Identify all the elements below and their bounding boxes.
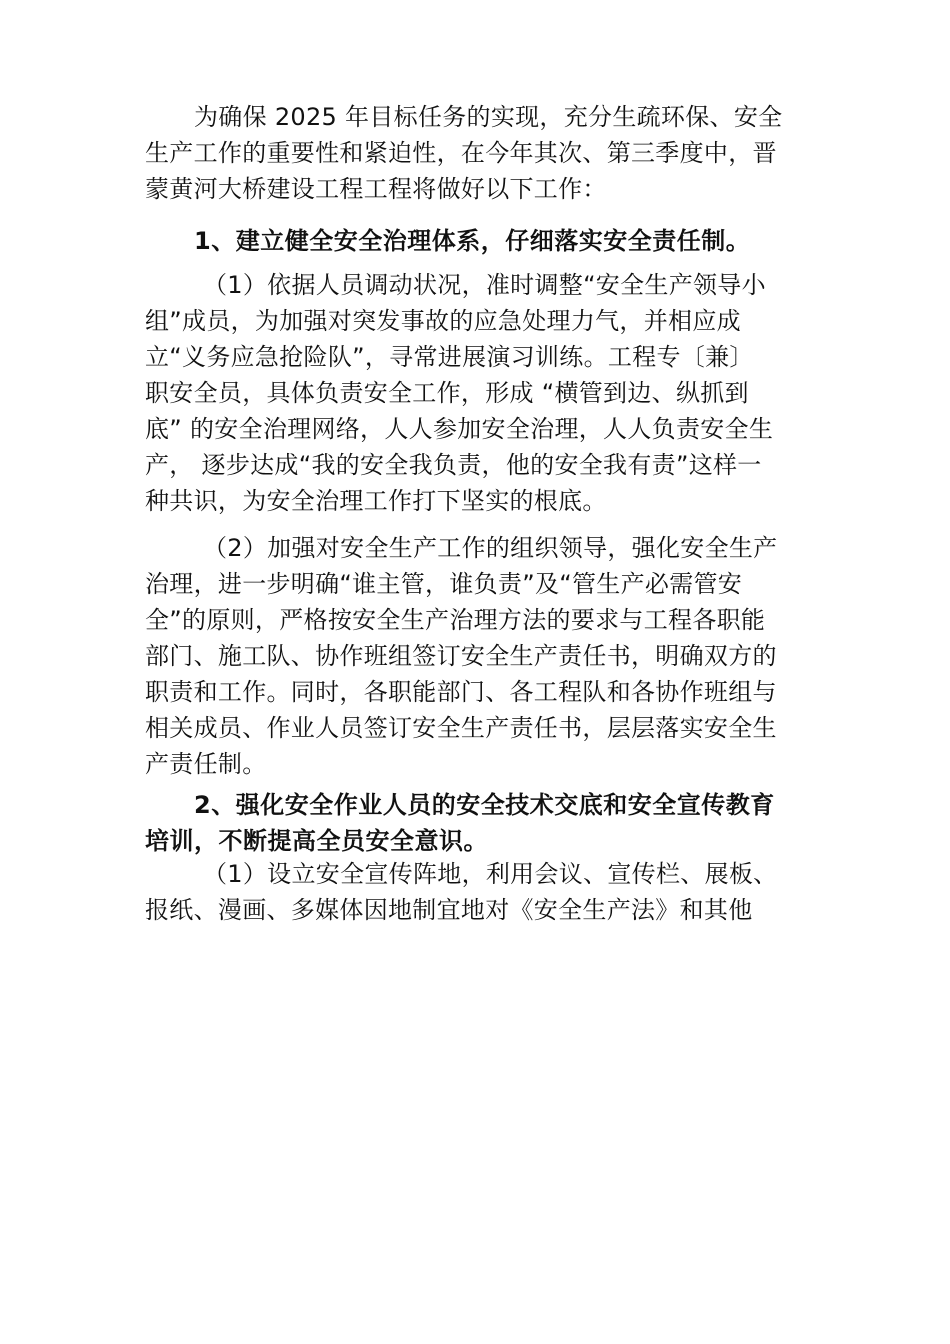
text-line: 生产工作的重要性和紧迫性，在今年其次、第三季度中，晋 <box>145 139 777 167</box>
text-line: 立“义务应急抢险队”，寻常进展演习训练。工程专〔兼〕 <box>145 343 754 371</box>
section-heading-1 <box>145 223 825 259</box>
section-heading-2 <box>145 787 825 859</box>
text-line: 全”的原则，严格按安全生产治理方法的要求与工程各职能 <box>145 606 766 634</box>
text-line: 蒙黄河大桥建设工程工程将做好以下工作： <box>145 175 607 203</box>
text-line: 种共识，为安全治理工作打下坚实的根底。 <box>145 487 607 515</box>
paragraph-1-2 <box>145 530 825 782</box>
text-line: 相关成员、作业人员签订安全生产责任书，层层落实安全生 <box>145 714 777 742</box>
text-line: 部门、施工队、协作班组签订安全生产责任书，明确双方的 <box>145 642 777 670</box>
intro-paragraph <box>145 99 825 207</box>
text-line: （1）依据人员调动状况，准时调整“安全生产领导小 <box>203 271 766 299</box>
heading-text: 2、强化安全作业人员的安全技术交底和安全宣传教育 <box>194 791 775 819</box>
text-line: 底” 的安全治理网络，人人参加安全治理，人人负责安全生 <box>145 415 774 443</box>
text-line: 报纸、漫画、多媒体因地制宜地对《安全生产法》和其他 <box>145 896 753 924</box>
text-line: 产责任制。 <box>145 750 267 778</box>
heading-text: 1、建立健全安全治理体系，仔细落实安全责任制。 <box>194 227 751 255</box>
text-line: 为确保 2025 年目标任务的实现，充分生疏环保、安全 <box>194 103 783 131</box>
heading-text: 培训，不断提高全员安全意识。 <box>145 827 488 855</box>
text-line: （2）加强对安全生产工作的组织领导，强化安全生产 <box>203 534 778 562</box>
paragraph-1-1 <box>145 267 825 519</box>
text-line: 职安全员，具体负责安全工作，形成 “横管到边、纵抓到 <box>145 379 749 407</box>
text-line: 产， 逐步达成“我的安全我负责，他的安全我有责”这样一 <box>145 451 762 479</box>
text-line: 职责和工作。同时，各职能部门、各工程队和各协作班组与 <box>145 678 777 706</box>
text-line: （1）设立安全宣传阵地，利用会议、宣传栏、展板、 <box>203 860 778 888</box>
paragraph-2-1 <box>145 856 825 928</box>
text-line: 治理，进一步明确“谁主管，谁负责”及“管生产必需管安 <box>145 570 743 598</box>
text-line: 组”成员，为加强对突发事故的应急处理力气，并相应成 <box>145 307 741 335</box>
